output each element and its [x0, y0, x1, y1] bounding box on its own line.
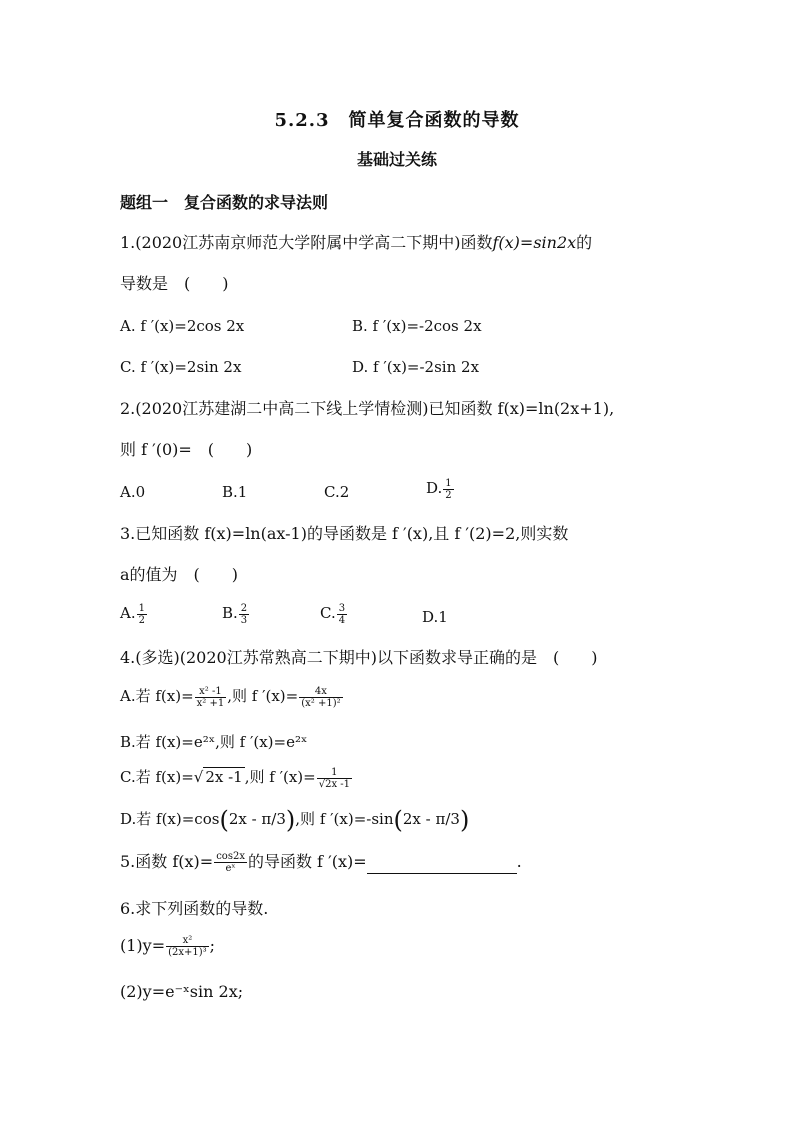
q3-option-c-fraction — [337, 603, 347, 626]
fraction-denominator: x² +1 — [196, 697, 225, 709]
q4-option-d-arg1: 2x - π/3 — [228, 810, 286, 828]
fraction-denominator: 2 — [138, 614, 145, 626]
fraction-denominator: √2x -1 — [318, 778, 351, 790]
q2-option-d — [426, 477, 455, 501]
q1-stem-text: 1.(2020江苏南京师范大学附属中学高二下期中)函数 — [120, 233, 493, 252]
q2-stem-line1: 2.(2020江苏建湖二中高二下线上学情检测)已知函数 f(x)=ln(2x+1), — [120, 399, 615, 418]
q4-option-a-label: A.若 f(x)= — [120, 687, 194, 705]
q4-option-c-mid: ,则 f ′(x)= — [244, 768, 316, 786]
q4-option-d-label: D.若 f(x)=cos — [120, 810, 220, 828]
q5-end: . — [516, 852, 522, 871]
q4-option-a-fraction2 — [299, 686, 342, 709]
q2-option-c: C.2 — [324, 483, 350, 501]
q5-fraction — [214, 851, 247, 874]
q1-function: f(x)=sin2x — [492, 233, 577, 252]
right-paren-icon: ) — [285, 806, 296, 834]
fraction-numerator: 1 — [317, 767, 352, 779]
q3-option-a — [120, 602, 148, 626]
q4-option-c-fraction — [317, 767, 352, 790]
q1-option-a: A. f ′(x)=2cos 2x — [120, 317, 245, 335]
fraction-denominator: eˣ — [225, 863, 236, 874]
q2-option-a: A.0 — [120, 483, 146, 501]
left-paren-icon: ( — [219, 806, 229, 834]
q6-part1-end: ; — [209, 936, 216, 955]
q3-option-b-fraction — [239, 603, 249, 626]
q4-option-a — [120, 685, 344, 709]
left-paren-icon: ( — [393, 806, 403, 834]
q1-option-d: D. f ′(x)=-2sin 2x — [352, 358, 480, 376]
q3-option-b-label: B. — [222, 604, 238, 622]
page-title: 5.2.3 简单复合函数的导数 — [274, 110, 520, 131]
q3-option-c — [320, 602, 348, 626]
group-heading: 题组一 复合函数的求导法则 — [120, 193, 329, 212]
q2-option-d-label: D. — [426, 479, 443, 497]
q2-option-d-fraction — [443, 478, 453, 501]
q3-stem-line1: 3.已知函数 f(x)=ln(ax-1)的导函数是 f ′(x),且 f ′(2)=2,则实数 — [120, 524, 569, 543]
q6-part2: (2)y=e⁻ˣsin 2x; — [120, 982, 244, 1001]
q5-mid: 的导函数 f ′(x)= — [247, 852, 367, 871]
fraction-denominator: (x² +1)² — [301, 697, 341, 709]
q2-stem-line2: 则 f ′(0)= ( ) — [120, 440, 253, 459]
fraction-numerator: 2 — [240, 602, 248, 614]
fraction-numerator: x² — [166, 935, 209, 947]
q1-option-c: C. f ′(x)=2sin 2x — [120, 358, 242, 376]
q4-option-d-mid: ,则 f ′(x)=-sin — [295, 810, 394, 828]
q3-option-a-fraction — [137, 603, 147, 626]
q1-suffix: 的 — [576, 233, 593, 252]
fraction-denominator: 2 — [445, 489, 452, 501]
fraction-denominator: 3 — [240, 614, 248, 626]
q3-option-d: D.1 — [422, 608, 448, 626]
q6-part1-fraction — [166, 935, 209, 958]
fraction-denominator: (2x+1)³ — [168, 947, 207, 958]
q1-stem-line1 — [120, 232, 592, 254]
fraction-numerator: 1 — [138, 602, 145, 614]
q6-stem: 6.求下列函数的导数. — [120, 899, 269, 918]
q4-option-c-radicand: 2x -1 — [205, 768, 243, 786]
q6-part1 — [120, 935, 215, 958]
q5-stem — [120, 851, 522, 874]
q4-stem: 4.(多选)(2020江苏常熟高二下期中)以下函数求导正确的是 ( ) — [120, 648, 598, 667]
right-paren-icon: ) — [459, 806, 470, 834]
fraction-denominator: 4 — [338, 614, 346, 626]
q4-option-b: B.若 f(x)=e²ˣ,则 f ′(x)=e²ˣ — [120, 733, 308, 751]
q3-stem-line2: a的值为 ( ) — [120, 565, 239, 584]
q3-option-b — [222, 602, 250, 626]
q1-option-b: B. f ′(x)=-2cos 2x — [352, 317, 482, 335]
q2-option-b: B.1 — [222, 483, 248, 501]
q4-option-c-label: C.若 f(x)=√ — [120, 768, 204, 786]
q4-option-d-arg2: 2x - π/3 — [402, 810, 460, 828]
q4-option-a-mid: ,则 f ′(x)= — [227, 687, 299, 705]
q3-option-a-label: A. — [120, 604, 136, 622]
q4-option-d — [120, 806, 470, 834]
q1-stem-line2: 导数是 ( ) — [120, 274, 229, 293]
answer-blank[interactable] — [367, 857, 517, 874]
q3-option-c-label: C. — [320, 604, 336, 622]
q4-option-c — [120, 766, 353, 790]
fraction-numerator: 3 — [338, 602, 346, 614]
fraction-numerator: 1 — [445, 477, 452, 489]
fraction-numerator: cos2x — [216, 851, 245, 862]
fraction-numerator: x² -1 — [195, 686, 227, 698]
q5-prefix: 5.函数 f(x)= — [120, 852, 214, 871]
fraction-numerator: 4x — [299, 686, 342, 698]
q6-part1-prefix: (1)y= — [120, 936, 166, 955]
section-subtitle: 基础过关练 — [356, 150, 437, 169]
q4-option-a-fraction1 — [195, 686, 227, 709]
